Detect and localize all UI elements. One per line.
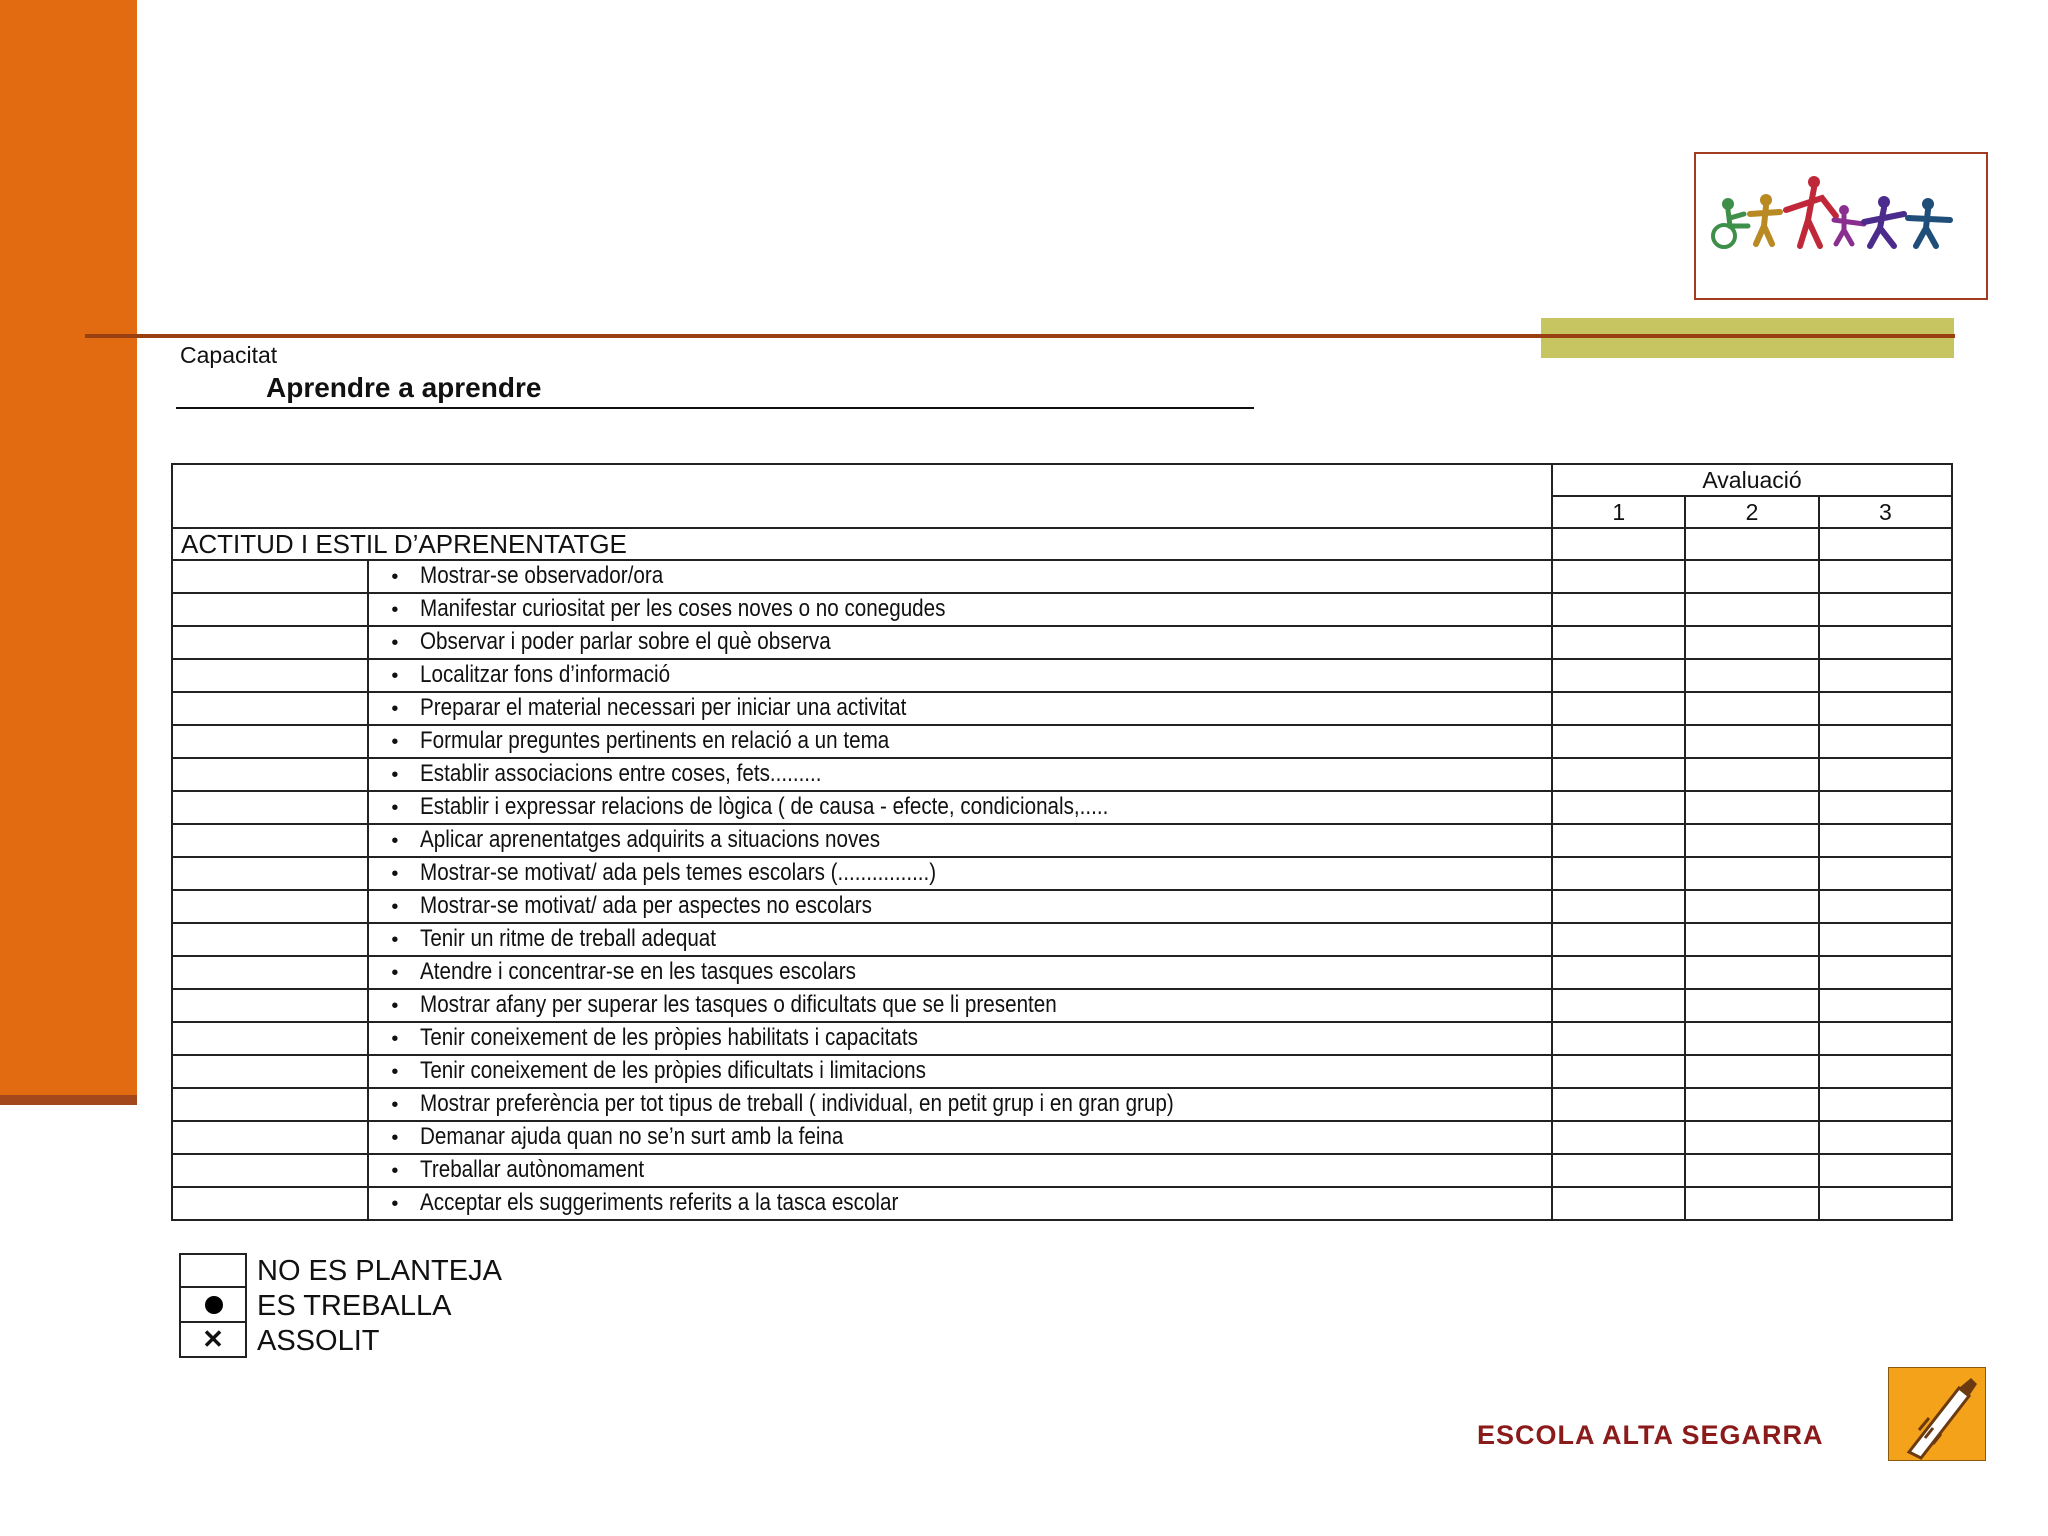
legend-x-box bbox=[179, 1323, 247, 1358]
table-row bbox=[172, 1154, 1952, 1187]
item-cell bbox=[368, 1187, 1552, 1220]
item-label: Mostrar-se motivat/ ada per aspectes no escolars bbox=[420, 892, 873, 919]
capacitat-label: Capacitat bbox=[180, 342, 278, 368]
eval-cell[interactable] bbox=[1819, 593, 1952, 626]
item-label: Demanar ajuda quan no se’n surt amb la feina bbox=[420, 1123, 844, 1150]
table-row bbox=[172, 626, 1952, 659]
item-cell bbox=[368, 593, 1552, 626]
indent-cell bbox=[172, 1088, 368, 1121]
eval-cell[interactable] bbox=[1685, 659, 1818, 692]
eval-cell[interactable] bbox=[1819, 1055, 1952, 1088]
eval-cell[interactable] bbox=[1552, 560, 1685, 593]
indent-cell bbox=[172, 791, 368, 824]
indent-cell bbox=[172, 725, 368, 758]
avaluacio-header: Avaluació bbox=[1552, 464, 1952, 496]
table-row bbox=[172, 791, 1952, 824]
eval-cell[interactable] bbox=[1685, 857, 1818, 890]
item-cell bbox=[368, 1154, 1552, 1187]
table-row bbox=[172, 659, 1952, 692]
bullet-icon: • bbox=[391, 1061, 399, 1083]
indent-cell bbox=[172, 1187, 368, 1220]
eval-cell[interactable] bbox=[1819, 857, 1952, 890]
item-label: Manifestar curiositat per les coses noves o no conegudes bbox=[420, 595, 946, 622]
capacitat-title: Aprendre a aprendre bbox=[266, 372, 542, 403]
item-cell bbox=[368, 626, 1552, 659]
indent-cell bbox=[172, 1154, 368, 1187]
eval-cell[interactable] bbox=[1552, 1187, 1685, 1220]
eval-cell[interactable] bbox=[1819, 824, 1952, 857]
eval-cell[interactable] bbox=[1819, 725, 1952, 758]
left-accent-bar bbox=[0, 0, 137, 1100]
eval-cell[interactable] bbox=[1819, 528, 1952, 560]
table-row bbox=[172, 1022, 1952, 1055]
eval-cell[interactable] bbox=[1685, 593, 1818, 626]
item-label: Aplicar aprenentatges adquirits a situacions noves bbox=[420, 826, 881, 853]
eval-cell[interactable] bbox=[1819, 659, 1952, 692]
eval-cell[interactable] bbox=[1819, 758, 1952, 791]
indent-cell bbox=[172, 560, 368, 593]
eval-cell[interactable] bbox=[1552, 956, 1685, 989]
eval-cell[interactable] bbox=[1552, 1154, 1685, 1187]
item-label: Mostrar-se observador/ora bbox=[420, 562, 664, 589]
bullet-icon: • bbox=[391, 566, 399, 588]
eval-cell[interactable] bbox=[1685, 1154, 1818, 1187]
table-row bbox=[172, 593, 1952, 626]
bullet-icon: • bbox=[391, 632, 399, 654]
pen-bottle-icon bbox=[1889, 1368, 1985, 1460]
bullet-icon: • bbox=[391, 1094, 399, 1116]
table-row bbox=[172, 560, 1952, 593]
eval-cell[interactable] bbox=[1819, 1154, 1952, 1187]
table-row bbox=[172, 725, 1952, 758]
bullet-icon: • bbox=[391, 929, 399, 951]
eval-cell[interactable] bbox=[1819, 791, 1952, 824]
avaluacio-col-1: 1 bbox=[1552, 496, 1685, 528]
eval-cell[interactable] bbox=[1685, 758, 1818, 791]
eval-cell[interactable] bbox=[1685, 725, 1818, 758]
indent-cell bbox=[172, 1121, 368, 1154]
eval-cell[interactable] bbox=[1819, 1022, 1952, 1055]
item-label: Acceptar els suggeriments referits a la tasca escolar bbox=[420, 1189, 899, 1216]
eval-cell[interactable] bbox=[1819, 890, 1952, 923]
table-row bbox=[172, 1187, 1952, 1220]
item-cell bbox=[368, 725, 1552, 758]
indent-cell bbox=[172, 857, 368, 890]
bullet-icon: • bbox=[391, 962, 399, 984]
item-cell bbox=[368, 692, 1552, 725]
filled-dot-icon bbox=[205, 1296, 223, 1314]
item-cell bbox=[368, 791, 1552, 824]
bullet-icon: • bbox=[391, 995, 399, 1017]
school-logo bbox=[1888, 1367, 1986, 1461]
eval-cell[interactable] bbox=[1685, 528, 1818, 560]
eval-cell[interactable] bbox=[1685, 890, 1818, 923]
item-cell bbox=[368, 956, 1552, 989]
legend-label: ES TREBALLA bbox=[257, 1290, 452, 1322]
left-accent-bar-edge bbox=[0, 1095, 137, 1105]
eval-cell[interactable] bbox=[1685, 1121, 1818, 1154]
table-header-row bbox=[172, 464, 1952, 496]
eval-cell[interactable] bbox=[1685, 1055, 1818, 1088]
children-figures-icon bbox=[1704, 174, 1978, 274]
eval-cell[interactable] bbox=[1685, 1187, 1818, 1220]
bullet-icon: • bbox=[391, 863, 399, 885]
item-label: Treballar autònomament bbox=[420, 1156, 645, 1183]
indent-cell bbox=[172, 890, 368, 923]
bullet-icon: • bbox=[391, 1193, 399, 1215]
item-label: Preparar el material necessari per iniciar una activitat bbox=[420, 694, 907, 721]
item-label: Mostrar afany per superar les tasques o dificultats que se li presenten bbox=[420, 991, 1058, 1018]
children-logo bbox=[1694, 152, 1988, 300]
bullet-icon: • bbox=[391, 731, 399, 753]
legend-dot-box bbox=[179, 1288, 247, 1323]
table-row bbox=[172, 857, 1952, 890]
evaluation-table bbox=[171, 463, 1953, 1221]
legend-empty-box bbox=[179, 1253, 247, 1288]
eval-cell[interactable] bbox=[1552, 758, 1685, 791]
eval-cell[interactable] bbox=[1552, 528, 1685, 560]
eval-cell[interactable] bbox=[1685, 923, 1818, 956]
table-row bbox=[172, 1055, 1952, 1088]
eval-cell[interactable] bbox=[1819, 1187, 1952, 1220]
olive-accent-block bbox=[1541, 318, 1954, 358]
item-cell bbox=[368, 659, 1552, 692]
eval-cell[interactable] bbox=[1552, 791, 1685, 824]
indent-cell bbox=[172, 1022, 368, 1055]
indent-cell bbox=[172, 989, 368, 1022]
legend-label: ASSOLIT bbox=[257, 1325, 380, 1357]
bullet-icon: • bbox=[391, 797, 399, 819]
indent-cell bbox=[172, 824, 368, 857]
eval-cell[interactable] bbox=[1552, 725, 1685, 758]
indent-cell bbox=[172, 626, 368, 659]
bullet-icon: • bbox=[391, 1127, 399, 1149]
avaluacio-col-2: 2 bbox=[1685, 496, 1818, 528]
bullet-icon: • bbox=[391, 1028, 399, 1050]
item-label: Tenir coneixement de les pròpies habilitats i capacitats bbox=[420, 1024, 919, 1051]
eval-cell[interactable] bbox=[1552, 1088, 1685, 1121]
eval-cell[interactable] bbox=[1552, 923, 1685, 956]
eval-cell[interactable] bbox=[1552, 824, 1685, 857]
item-cell bbox=[368, 890, 1552, 923]
eval-cell[interactable] bbox=[1552, 890, 1685, 923]
eval-cell[interactable] bbox=[1552, 593, 1685, 626]
indent-cell bbox=[172, 593, 368, 626]
eval-cell[interactable] bbox=[1819, 923, 1952, 956]
item-cell bbox=[368, 857, 1552, 890]
eval-cell[interactable] bbox=[1552, 1022, 1685, 1055]
item-label: Observar i poder parlar sobre el què observa bbox=[420, 628, 832, 655]
item-label: Formular preguntes pertinents en relació a un tema bbox=[420, 727, 890, 754]
eval-cell[interactable] bbox=[1819, 1121, 1952, 1154]
item-label: Establir i expressar relacions de lògica ( de causa - efecte, condicionals,..... bbox=[420, 793, 1109, 820]
indent-cell bbox=[172, 758, 368, 791]
legend-label: NO ES PLANTEJA bbox=[257, 1255, 502, 1287]
bullet-icon: • bbox=[391, 599, 399, 621]
indent-cell bbox=[172, 692, 368, 725]
item-cell bbox=[368, 824, 1552, 857]
capacitat-underline bbox=[176, 407, 1254, 409]
table-row bbox=[172, 824, 1952, 857]
table-row bbox=[172, 692, 1952, 725]
bullet-icon: • bbox=[391, 1160, 399, 1182]
eval-cell[interactable] bbox=[1685, 626, 1818, 659]
eval-cell[interactable] bbox=[1685, 560, 1818, 593]
table-row bbox=[172, 1088, 1952, 1121]
item-label: Localitzar fons d’informació bbox=[420, 661, 671, 688]
olive-inner-rule bbox=[1541, 334, 1954, 338]
item-cell bbox=[368, 1055, 1552, 1088]
indent-cell bbox=[172, 923, 368, 956]
eval-cell[interactable] bbox=[1552, 989, 1685, 1022]
table-row bbox=[172, 923, 1952, 956]
eval-cell[interactable] bbox=[1819, 560, 1952, 593]
eval-cell[interactable] bbox=[1685, 956, 1818, 989]
x-mark-icon: ✕ bbox=[202, 1324, 224, 1354]
eval-cell[interactable] bbox=[1685, 1088, 1818, 1121]
eval-cell[interactable] bbox=[1685, 824, 1818, 857]
eval-cell[interactable] bbox=[1685, 791, 1818, 824]
bullet-icon: • bbox=[391, 896, 399, 918]
indent-cell bbox=[172, 956, 368, 989]
bullet-icon: • bbox=[391, 764, 399, 786]
table-row bbox=[172, 758, 1952, 791]
item-label: Mostrar-se motivat/ ada pels temes escolars (................) bbox=[420, 859, 937, 886]
eval-cell[interactable] bbox=[1552, 659, 1685, 692]
bullet-icon: • bbox=[391, 698, 399, 720]
eval-cell[interactable] bbox=[1819, 692, 1952, 725]
eval-cell[interactable] bbox=[1552, 857, 1685, 890]
item-cell bbox=[368, 923, 1552, 956]
item-label: Establir associacions entre coses, fets......... bbox=[420, 760, 822, 787]
indent-cell bbox=[172, 659, 368, 692]
eval-cell[interactable] bbox=[1552, 692, 1685, 725]
eval-cell[interactable] bbox=[1552, 626, 1685, 659]
table-row bbox=[172, 890, 1952, 923]
table-row bbox=[172, 956, 1952, 989]
item-cell bbox=[368, 560, 1552, 593]
table-row bbox=[172, 1121, 1952, 1154]
item-cell bbox=[368, 1088, 1552, 1121]
item-label: Tenir coneixement de les pròpies dificultats i limitacions bbox=[420, 1057, 927, 1084]
eval-cell[interactable] bbox=[1819, 1088, 1952, 1121]
eval-cell[interactable] bbox=[1552, 1055, 1685, 1088]
item-cell bbox=[368, 1121, 1552, 1154]
bullet-icon: • bbox=[391, 830, 399, 852]
item-label: Mostrar preferència per tot tipus de treball ( individual, en petit grup i en gran grup) bbox=[420, 1090, 1175, 1117]
avaluacio-col-3: 3 bbox=[1819, 496, 1952, 528]
indent-cell bbox=[172, 1055, 368, 1088]
school-name: ESCOLA ALTA SEGARRA bbox=[1477, 1420, 1824, 1450]
eval-cell[interactable] bbox=[1819, 626, 1952, 659]
bullet-icon: • bbox=[391, 665, 399, 687]
item-cell bbox=[368, 1022, 1552, 1055]
item-cell bbox=[368, 989, 1552, 1022]
eval-cell[interactable] bbox=[1685, 1022, 1818, 1055]
eval-cell[interactable] bbox=[1685, 692, 1818, 725]
table-row bbox=[172, 989, 1952, 1022]
eval-cell[interactable] bbox=[1685, 989, 1818, 1022]
item-label: Tenir un ritme de treball adequat bbox=[420, 925, 717, 952]
eval-cell[interactable] bbox=[1552, 1121, 1685, 1154]
header-blank-cell bbox=[172, 464, 1552, 528]
section-row bbox=[172, 528, 1952, 560]
item-cell bbox=[368, 758, 1552, 791]
eval-cell[interactable] bbox=[1819, 989, 1952, 1022]
section-title: ACTITUD I ESTIL D’APRENENTATGE bbox=[172, 528, 1552, 560]
eval-cell[interactable] bbox=[1819, 956, 1952, 989]
item-label: Atendre i concentrar-se en les tasques escolars bbox=[420, 958, 857, 985]
